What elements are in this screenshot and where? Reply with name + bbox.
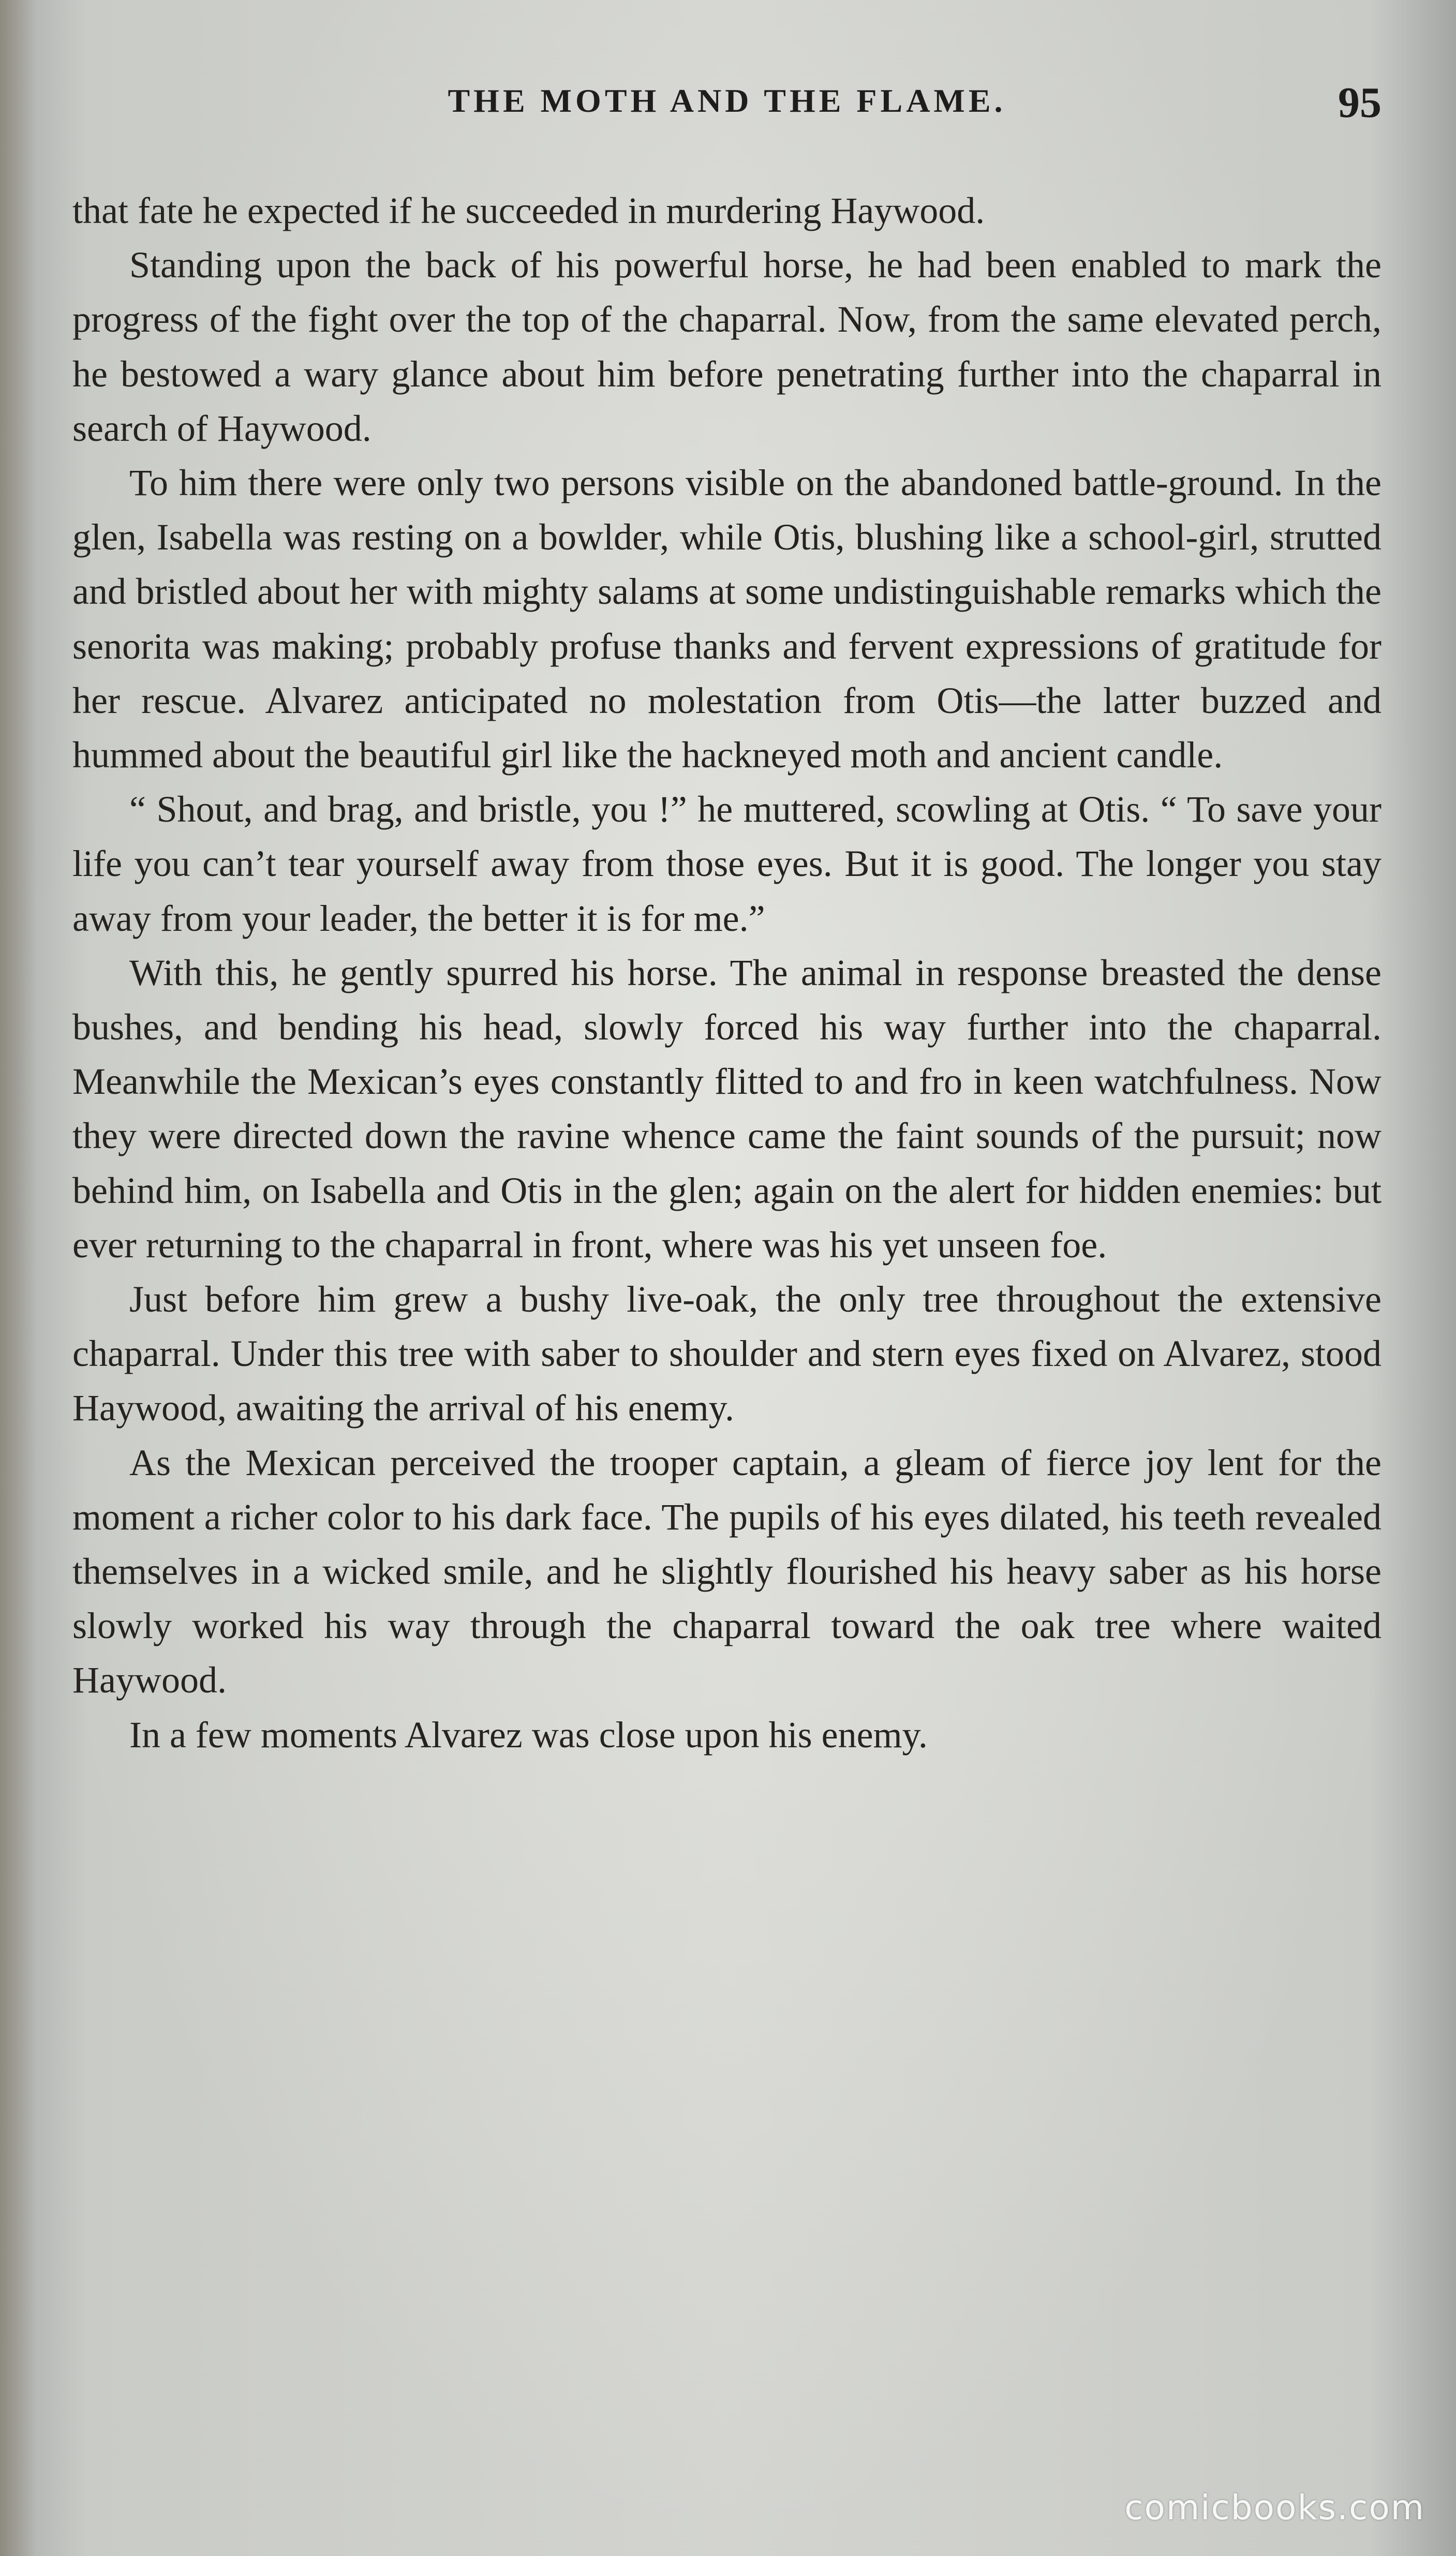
paragraph-7: As the Mexican perceived the trooper captain, a gleam of fierce joy lent for the moment a richer color to his dark face. The pupils of his eyes dilated, his teeth revealed themselves in a wicked smile, and he slightly flourished his heavy saber as his horse slowly worked his way through the chaparral toward the oak tree where waited Haywood. <box>72 1442 1381 1701</box>
paragraph-1: that fate he expected if he succeeded in murdering Haywood. <box>72 190 985 231</box>
paragraph-8: In a few moments Alvarez was close upon his enemy. <box>129 1714 928 1756</box>
paragraph-4: “ Shout, and brag, and bristle, you !” he muttered, scowling at Otis. “ To save your life you can’t tear yourself away from those eyes. But it is good. The longer you stay away from your leader, the better it is for me.” <box>72 789 1381 939</box>
paragraph-2: Standing upon the back of his powerful horse, he had been enabled to mark the progress of the fight over the top of the chaparral. Now, from the same elevated perch, he bestowed a wary glance about him before penetrating further into the chaparral in search of Haywood. <box>72 244 1381 449</box>
page-header <box>72 78 1381 140</box>
paragraph-5: With this, he gently spurred his horse. The animal in response breasted the dense bushes, and bending his head, slowly forced his way further into the chaparral. Meanwhile the Mexican’s eyes constantly flitted to and fro in keen watchfulness. Now they were directed down the ravine whence came the faint sounds of the pursuit; now behind him, on Isabella and Otis in the glen; again on the alert for hidden enemies: but ever returning to the chaparral in front, where was his yet unseen foe. <box>72 952 1381 1266</box>
body-text <box>72 184 1381 1762</box>
watermark: comicbooks.com <box>1124 2488 1425 2528</box>
paragraph-3: To him there were only two persons visible on the abandoned battle-ground. In the glen, Isabella was resting on a bowlder, while Otis, blushing like a school-girl, strutted and bristled about her with mighty salams at some undistinguishable remarks which the senorita was making; probably profuse thanks and fervent expressions of gratitude for her rescue. Alvarez anticipated no molestation from Otis—the latter buzzed and hummed about the beautiful girl like the hackneyed moth and ancient candle. <box>72 462 1381 776</box>
running-head: THE MOTH AND THE FLAME. <box>448 82 1006 119</box>
page-number: 95 <box>1338 79 1381 127</box>
paragraph-6: Just before him grew a bushy live-oak, the only tree throughout the extensive chaparral. Under this tree with saber to shoulder and stern eyes fixed on Alvarez, stood Haywood, awaiting the arrival of his enemy. <box>72 1279 1381 1429</box>
